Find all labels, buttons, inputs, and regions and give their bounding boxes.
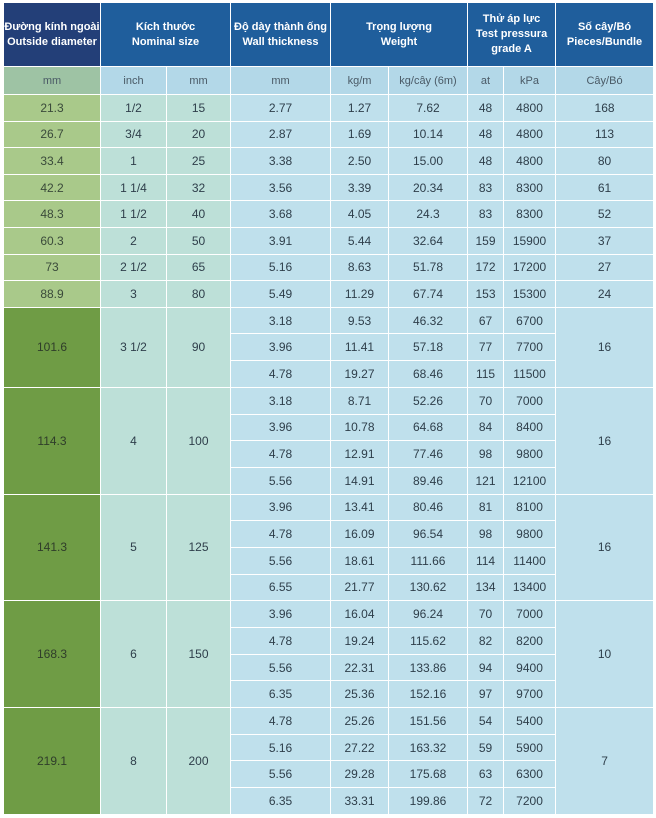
nominal-mm-cell: 50 <box>167 227 231 254</box>
pressure-kpa-cell: 4800 <box>504 148 556 175</box>
outside-diameter-cell: 60.3 <box>4 227 101 254</box>
nominal-mm-cell: 25 <box>167 148 231 175</box>
weight-kg-m-cell: 19.27 <box>331 361 389 388</box>
pressure-kpa-cell: 5400 <box>504 708 556 735</box>
pressure-kpa-cell: 8300 <box>504 201 556 228</box>
weight-kg-cay-cell: 96.24 <box>389 601 468 628</box>
outside-diameter-cell: 168.3 <box>4 601 101 708</box>
pressure-kpa-cell: 15900 <box>504 227 556 254</box>
header-text: Độ dày thành ống <box>234 20 327 33</box>
outside-diameter-cell: 101.6 <box>4 307 101 387</box>
pieces-bundle-cell: 16 <box>556 494 654 601</box>
wall-thickness-cell: 3.18 <box>231 387 331 414</box>
pressure-at-cell: 48 <box>468 95 504 122</box>
header-text: Weight <box>380 35 418 48</box>
wall-thickness-cell: 5.16 <box>231 254 331 281</box>
wall-thickness-cell: 3.68 <box>231 201 331 228</box>
header-text: Test pressura <box>475 28 548 40</box>
pressure-kpa-cell: 7700 <box>504 334 556 361</box>
weight-kg-m-cell: 29.28 <box>331 761 389 788</box>
weight-kg-cay-cell: 133.86 <box>389 654 468 681</box>
pressure-kpa-cell: 8400 <box>504 414 556 441</box>
weight-kg-cay-cell: 175.68 <box>389 761 468 788</box>
wall-thickness-cell: 2.77 <box>231 95 331 122</box>
pressure-at-cell: 172 <box>468 254 504 281</box>
weight-kg-m-cell: 13.41 <box>331 494 389 521</box>
pieces-bundle-cell: 27 <box>556 254 654 281</box>
weight-kg-cay-cell: 52.26 <box>389 387 468 414</box>
wall-thickness-cell: 5.49 <box>231 281 331 308</box>
weight-kg-cay-cell: 89.46 <box>389 467 468 494</box>
header-weight <box>331 3 468 67</box>
pressure-at-cell: 159 <box>468 227 504 254</box>
pressure-kpa-cell: 7000 <box>504 601 556 628</box>
weight-kg-m-cell: 11.41 <box>331 334 389 361</box>
table-row <box>4 307 654 334</box>
pressure-at-cell: 98 <box>468 521 504 548</box>
weight-kg-cay-cell: 130.62 <box>389 574 468 601</box>
pressure-at-cell: 59 <box>468 734 504 761</box>
pressure-at-cell: 81 <box>468 494 504 521</box>
weight-kg-cay-cell: 80.46 <box>389 494 468 521</box>
unit-cell: mm <box>231 67 331 95</box>
weight-kg-m-cell: 16.04 <box>331 601 389 628</box>
unit-cell: kPa <box>504 67 556 95</box>
pressure-at-cell: 54 <box>468 708 504 735</box>
table-row <box>4 201 654 228</box>
header-outside-diameter <box>4 3 101 67</box>
weight-kg-m-cell: 22.31 <box>331 654 389 681</box>
units-row <box>4 67 654 95</box>
header-text: Nominal size <box>131 35 200 48</box>
pressure-kpa-cell: 15300 <box>504 281 556 308</box>
pressure-kpa-cell: 9800 <box>504 521 556 548</box>
table-row <box>4 387 654 414</box>
table-row <box>4 281 654 308</box>
weight-kg-m-cell: 25.36 <box>331 681 389 708</box>
nominal-inch-cell: 1 1/2 <box>101 201 167 228</box>
unit-cell: mm <box>167 67 231 95</box>
table-row <box>4 494 654 521</box>
wall-thickness-cell: 5.56 <box>231 547 331 574</box>
nominal-mm-cell: 40 <box>167 201 231 228</box>
weight-kg-cay-cell: 151.56 <box>389 708 468 735</box>
pressure-kpa-cell: 4800 <box>504 95 556 122</box>
pressure-at-cell: 82 <box>468 628 504 655</box>
pieces-bundle-cell: 10 <box>556 601 654 708</box>
weight-kg-cay-cell: 15.00 <box>389 148 468 175</box>
header-text: Wall thickness <box>242 35 319 48</box>
weight-kg-cay-cell: 111.66 <box>389 547 468 574</box>
nominal-inch-cell: 1 1/4 <box>101 174 167 201</box>
weight-kg-m-cell: 5.44 <box>331 227 389 254</box>
pieces-bundle-cell: 7 <box>556 708 654 815</box>
pressure-at-cell: 134 <box>468 574 504 601</box>
pressure-kpa-cell: 8200 <box>504 628 556 655</box>
nominal-inch-cell: 6 <box>101 601 167 708</box>
pressure-kpa-cell: 11400 <box>504 547 556 574</box>
nominal-inch-cell: 5 <box>101 494 167 601</box>
nominal-mm-cell: 15 <box>167 95 231 122</box>
weight-kg-cay-cell: 20.34 <box>389 174 468 201</box>
weight-kg-cay-cell: 7.62 <box>389 95 468 122</box>
pressure-at-cell: 94 <box>468 654 504 681</box>
pressure-kpa-cell: 17200 <box>504 254 556 281</box>
nominal-mm-cell: 80 <box>167 281 231 308</box>
weight-kg-m-cell: 8.71 <box>331 387 389 414</box>
pressure-at-cell: 70 <box>468 601 504 628</box>
nominal-mm-cell: 125 <box>167 494 231 601</box>
pressure-at-cell: 115 <box>468 361 504 388</box>
weight-kg-cay-cell: 67.74 <box>389 281 468 308</box>
weight-kg-cay-cell: 77.46 <box>389 441 468 468</box>
wall-thickness-cell: 6.55 <box>231 574 331 601</box>
wall-thickness-cell: 3.91 <box>231 227 331 254</box>
header-text: Kích thước <box>135 20 196 33</box>
weight-kg-cay-cell: 199.86 <box>389 788 468 815</box>
pieces-bundle-cell: 80 <box>556 148 654 175</box>
header-pieces-bundle <box>556 3 654 67</box>
weight-kg-cay-cell: 24.3 <box>389 201 468 228</box>
outside-diameter-cell: 48.3 <box>4 201 101 228</box>
header-nominal-size <box>101 3 231 67</box>
outside-diameter-cell: 33.4 <box>4 148 101 175</box>
weight-kg-cay-cell: 96.54 <box>389 521 468 548</box>
pieces-bundle-cell: 37 <box>556 227 654 254</box>
weight-kg-m-cell: 1.27 <box>331 95 389 122</box>
nominal-inch-cell: 2 <box>101 227 167 254</box>
weight-kg-m-cell: 3.39 <box>331 174 389 201</box>
nominal-mm-cell: 20 <box>167 121 231 148</box>
weight-kg-m-cell: 1.69 <box>331 121 389 148</box>
unit-cell: kg/m <box>331 67 389 95</box>
pipe-spec-table <box>3 2 654 815</box>
weight-kg-m-cell: 25.26 <box>331 708 389 735</box>
wall-thickness-cell: 4.78 <box>231 521 331 548</box>
weight-kg-m-cell: 18.61 <box>331 547 389 574</box>
unit-cell: Cây/Bó <box>556 67 654 95</box>
wall-thickness-cell: 3.18 <box>231 307 331 334</box>
weight-kg-cay-cell: 46.32 <box>389 307 468 334</box>
weight-kg-m-cell: 2.50 <box>331 148 389 175</box>
weight-kg-m-cell: 16.09 <box>331 521 389 548</box>
pressure-at-cell: 98 <box>468 441 504 468</box>
pieces-bundle-cell: 24 <box>556 281 654 308</box>
nominal-mm-cell: 200 <box>167 708 231 815</box>
wall-thickness-cell: 3.96 <box>231 334 331 361</box>
wall-thickness-cell: 6.35 <box>231 681 331 708</box>
pressure-kpa-cell: 6300 <box>504 761 556 788</box>
pressure-kpa-cell: 13400 <box>504 574 556 601</box>
outside-diameter-cell: 114.3 <box>4 387 101 494</box>
table-row <box>4 601 654 628</box>
nominal-mm-cell: 100 <box>167 387 231 494</box>
nominal-mm-cell: 150 <box>167 601 231 708</box>
pieces-bundle-cell: 113 <box>556 121 654 148</box>
nominal-inch-cell: 8 <box>101 708 167 815</box>
table-row <box>4 254 654 281</box>
pressure-at-cell: 114 <box>468 547 504 574</box>
wall-thickness-cell: 5.16 <box>231 734 331 761</box>
weight-kg-cay-cell: 152.16 <box>389 681 468 708</box>
table-body <box>4 67 654 815</box>
outside-diameter-cell: 21.3 <box>4 95 101 122</box>
weight-kg-m-cell: 10.78 <box>331 414 389 441</box>
header-text: Outside diameter <box>7 35 97 48</box>
nominal-inch-cell: 1 <box>101 148 167 175</box>
weight-kg-m-cell: 27.22 <box>331 734 389 761</box>
nominal-inch-cell: 3/4 <box>101 121 167 148</box>
pressure-kpa-cell: 5900 <box>504 734 556 761</box>
header-text: Đường kính ngoài <box>4 20 100 33</box>
pressure-kpa-cell: 9700 <box>504 681 556 708</box>
wall-thickness-cell: 3.96 <box>231 494 331 521</box>
header-wall-thickness <box>231 3 331 67</box>
pressure-at-cell: 48 <box>468 121 504 148</box>
weight-kg-m-cell: 11.29 <box>331 281 389 308</box>
header-text: Pieces/Bundle <box>566 35 643 48</box>
nominal-inch-cell: 3 <box>101 281 167 308</box>
unit-cell: at <box>468 67 504 95</box>
unit-cell: kg/cây (6m) <box>389 67 468 95</box>
weight-kg-cay-cell: 64.68 <box>389 414 468 441</box>
weight-kg-m-cell: 21.77 <box>331 574 389 601</box>
weight-kg-cay-cell: 32.64 <box>389 227 468 254</box>
pressure-at-cell: 121 <box>468 467 504 494</box>
nominal-mm-cell: 65 <box>167 254 231 281</box>
table-row <box>4 148 654 175</box>
weight-kg-m-cell: 33.31 <box>331 788 389 815</box>
wall-thickness-cell: 4.78 <box>231 441 331 468</box>
nominal-mm-cell: 90 <box>167 307 231 387</box>
unit-cell: mm <box>4 67 101 95</box>
pressure-kpa-cell: 11500 <box>504 361 556 388</box>
pressure-kpa-cell: 9800 <box>504 441 556 468</box>
wall-thickness-cell: 3.96 <box>231 601 331 628</box>
pieces-bundle-cell: 16 <box>556 387 654 494</box>
pressure-at-cell: 63 <box>468 761 504 788</box>
nominal-inch-cell: 2 1/2 <box>101 254 167 281</box>
nominal-inch-cell: 3 1/2 <box>101 307 167 387</box>
pressure-at-cell: 70 <box>468 387 504 414</box>
pieces-bundle-cell: 168 <box>556 95 654 122</box>
pieces-bundle-cell: 16 <box>556 307 654 387</box>
wall-thickness-cell: 5.56 <box>231 761 331 788</box>
weight-kg-m-cell: 14.91 <box>331 467 389 494</box>
pressure-at-cell: 97 <box>468 681 504 708</box>
pressure-at-cell: 153 <box>468 281 504 308</box>
weight-kg-cay-cell: 163.32 <box>389 734 468 761</box>
wall-thickness-cell: 3.38 <box>231 148 331 175</box>
pieces-bundle-cell: 52 <box>556 201 654 228</box>
pressure-kpa-cell: 7000 <box>504 387 556 414</box>
weight-kg-cay-cell: 68.46 <box>389 361 468 388</box>
outside-diameter-cell: 73 <box>4 254 101 281</box>
header-text: Thử áp lực <box>482 13 541 25</box>
wall-thickness-cell: 5.56 <box>231 654 331 681</box>
pressure-kpa-cell: 8100 <box>504 494 556 521</box>
outside-diameter-cell: 141.3 <box>4 494 101 601</box>
nominal-inch-cell: 4 <box>101 387 167 494</box>
pieces-bundle-cell: 61 <box>556 174 654 201</box>
table-header <box>4 3 654 67</box>
weight-kg-cay-cell: 10.14 <box>389 121 468 148</box>
pressure-at-cell: 84 <box>468 414 504 441</box>
table-row <box>4 708 654 735</box>
pressure-kpa-cell: 6700 <box>504 307 556 334</box>
wall-thickness-cell: 2.87 <box>231 121 331 148</box>
wall-thickness-cell: 4.78 <box>231 708 331 735</box>
nominal-inch-cell: 1/2 <box>101 95 167 122</box>
weight-kg-cay-cell: 115.62 <box>389 628 468 655</box>
weight-kg-m-cell: 8.63 <box>331 254 389 281</box>
header-text: grade A <box>491 43 532 55</box>
pressure-kpa-cell: 8300 <box>504 174 556 201</box>
outside-diameter-cell: 26.7 <box>4 121 101 148</box>
pressure-at-cell: 72 <box>468 788 504 815</box>
pressure-kpa-cell: 7200 <box>504 788 556 815</box>
pressure-kpa-cell: 4800 <box>504 121 556 148</box>
outside-diameter-cell: 88.9 <box>4 281 101 308</box>
weight-kg-m-cell: 12.91 <box>331 441 389 468</box>
pressure-kpa-cell: 9400 <box>504 654 556 681</box>
header-text: Số cây/Bó <box>577 20 632 33</box>
pressure-at-cell: 77 <box>468 334 504 361</box>
table-row <box>4 174 654 201</box>
pressure-at-cell: 83 <box>468 201 504 228</box>
weight-kg-cay-cell: 57.18 <box>389 334 468 361</box>
outside-diameter-cell: 219.1 <box>4 708 101 815</box>
wall-thickness-cell: 3.56 <box>231 174 331 201</box>
pressure-at-cell: 83 <box>468 174 504 201</box>
weight-kg-m-cell: 19.24 <box>331 628 389 655</box>
weight-kg-m-cell: 9.53 <box>331 307 389 334</box>
table-row <box>4 121 654 148</box>
wall-thickness-cell: 6.35 <box>231 788 331 815</box>
header-test-pressure <box>468 3 556 67</box>
wall-thickness-cell: 4.78 <box>231 361 331 388</box>
wall-thickness-cell: 4.78 <box>231 628 331 655</box>
outside-diameter-cell: 42.2 <box>4 174 101 201</box>
nominal-mm-cell: 32 <box>167 174 231 201</box>
pressure-at-cell: 67 <box>468 307 504 334</box>
unit-cell: inch <box>101 67 167 95</box>
table-row <box>4 227 654 254</box>
weight-kg-cay-cell: 51.78 <box>389 254 468 281</box>
table-row <box>4 95 654 122</box>
header-text: Trọng lượng <box>366 20 432 33</box>
wall-thickness-cell: 5.56 <box>231 467 331 494</box>
pressure-kpa-cell: 12100 <box>504 467 556 494</box>
weight-kg-m-cell: 4.05 <box>331 201 389 228</box>
wall-thickness-cell: 3.96 <box>231 414 331 441</box>
pressure-at-cell: 48 <box>468 148 504 175</box>
